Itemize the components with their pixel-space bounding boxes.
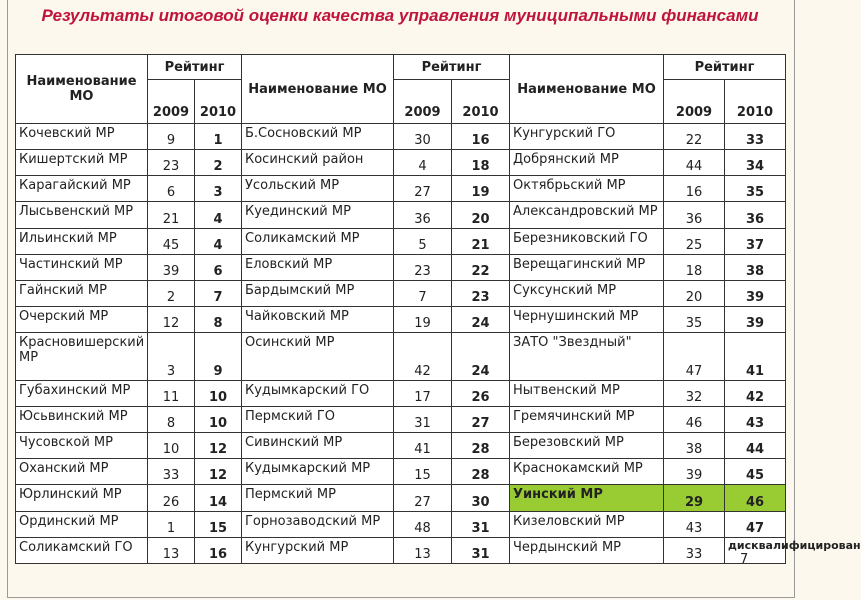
rating-2009-cell: 35: [664, 306, 725, 332]
rating-2009-cell: 18: [664, 254, 725, 280]
header-name-col-3: Наименование МО: [510, 55, 664, 124]
mo-name-cell: Кочевский МР: [16, 124, 148, 150]
rating-2009-cell: 20: [664, 280, 725, 306]
rating-2010-cell: 41: [725, 333, 786, 381]
table-row: [16, 228, 786, 254]
mo-name-cell: Чайковский МР: [242, 306, 394, 332]
header-rating-col-1: Рейтинг: [148, 55, 242, 80]
rating-2009-cell: 30: [394, 124, 452, 150]
rating-2009-cell: 48: [394, 511, 452, 537]
rating-2010-cell: 12: [195, 433, 242, 459]
header-rating-col-2: Рейтинг: [394, 55, 510, 80]
rating-2010-cell: 1: [195, 124, 242, 150]
rating-2010-cell: 15: [195, 511, 242, 537]
rating-2010-cell: 22: [452, 254, 510, 280]
rating-2010-cell: 23: [452, 280, 510, 306]
rating-2009-cell: 2: [148, 280, 195, 306]
rating-2010-cell: 34: [725, 150, 786, 176]
mo-name-cell: Александровский МР: [510, 202, 664, 228]
mo-name-cell: Красновишерский МР: [16, 333, 148, 381]
header-name-col-1: Наименование МО: [16, 55, 148, 124]
rating-2009-cell: 33: [664, 537, 725, 563]
table-row: [16, 537, 786, 563]
rating-2009-cell: 19: [394, 306, 452, 332]
mo-name-cell: ЗАТО "Звездный": [510, 333, 664, 381]
rating-2010-cell: 16: [452, 124, 510, 150]
rating-2010-cell: 6: [195, 254, 242, 280]
rating-2010-cell: 12: [195, 459, 242, 485]
rating-2009-cell: 26: [148, 485, 195, 511]
rating-2010-cell: 28: [452, 459, 510, 485]
table-row: [16, 380, 786, 406]
mo-name-cell: Уинский МР: [510, 485, 664, 511]
rating-2009-cell: 44: [664, 150, 725, 176]
table-row: [16, 459, 786, 485]
rating-table: [15, 54, 861, 564]
mo-name-cell: Пермский ГО: [242, 407, 394, 433]
table-row: [16, 202, 786, 228]
rating-2010-cell: 31: [452, 537, 510, 563]
rating-2010-cell: 21: [452, 228, 510, 254]
rating-2009-cell: 36: [664, 202, 725, 228]
header-rating-col-3: Рейтинг: [664, 55, 786, 80]
rating-2010-cell: 27: [452, 407, 510, 433]
rating-2010-cell: 31: [452, 511, 510, 537]
rating-2010-cell: 24: [452, 333, 510, 381]
table-row: [16, 485, 786, 511]
rating-2010-cell: 18: [452, 150, 510, 176]
rating-2010-cell: 7: [195, 280, 242, 306]
rating-2009-cell: 8: [148, 407, 195, 433]
rating-2009-cell: 10: [148, 433, 195, 459]
rating-2010-cell: 43: [725, 407, 786, 433]
mo-name-cell: Кудымкарский МР: [242, 459, 394, 485]
mo-name-cell: Верещагинский МР: [510, 254, 664, 280]
mo-name-cell: Краснокамский МР: [510, 459, 664, 485]
table-row: [16, 150, 786, 176]
mo-name-cell: Чернушинский МР: [510, 306, 664, 332]
rating-2009-cell: 38: [664, 433, 725, 459]
mo-name-cell: Очерский МР: [16, 306, 148, 332]
table-row: [16, 124, 786, 150]
rating-2009-cell: 17: [394, 380, 452, 406]
header-name-col-2: Наименование МО: [242, 55, 394, 124]
mo-name-cell: Чердынский МР: [510, 537, 664, 563]
mo-name-cell: Оханский МР: [16, 459, 148, 485]
mo-name-cell: Соликамский МР: [242, 228, 394, 254]
mo-name-cell: Кишертский МР: [16, 150, 148, 176]
mo-name-cell: Чусовской МР: [16, 433, 148, 459]
mo-name-cell: Соликамский ГО: [16, 537, 148, 563]
rating-2010-cell: 28: [452, 433, 510, 459]
rating-2009-cell: 13: [148, 537, 195, 563]
rating-2009-cell: 45: [148, 228, 195, 254]
rating-2010-cell: 10: [195, 407, 242, 433]
rating-2009-cell: 23: [148, 150, 195, 176]
mo-name-cell: Бардымский МР: [242, 280, 394, 306]
rating-2009-cell: 3: [148, 333, 195, 381]
mo-name-cell: Куединский МР: [242, 202, 394, 228]
rating-2010-cell: 4: [195, 228, 242, 254]
mo-name-cell: Юрлинский МР: [16, 485, 148, 511]
rating-2010-cell: 39: [725, 280, 786, 306]
rating-2009-cell: 47: [664, 333, 725, 381]
rating-2009-cell: 27: [394, 176, 452, 202]
mo-name-cell: Березовский МР: [510, 433, 664, 459]
mo-name-cell: Еловский МР: [242, 254, 394, 280]
rating-2009-cell: 22: [664, 124, 725, 150]
header-year-2009: 2009: [148, 80, 195, 124]
rating-2010-cell: 33: [725, 124, 786, 150]
mo-name-cell: Б.Сосновский МР: [242, 124, 394, 150]
rating-2009-cell: 27: [394, 485, 452, 511]
mo-name-cell: Кунгурский ГО: [510, 124, 664, 150]
table-row: [16, 280, 786, 306]
header-year-2009: 2009: [664, 80, 725, 124]
rating-2009-cell: 5: [394, 228, 452, 254]
rating-2009-cell: 13: [394, 537, 452, 563]
rating-2009-cell: 32: [664, 380, 725, 406]
mo-name-cell: Гремячинский МР: [510, 407, 664, 433]
mo-name-cell: Кизеловский МР: [510, 511, 664, 537]
mo-name-cell: Добрянский МР: [510, 150, 664, 176]
mo-name-cell: Кунгурский МР: [242, 537, 394, 563]
rating-2010-cell: 24: [452, 306, 510, 332]
header-year-2010: 2010: [195, 80, 242, 124]
rating-2009-cell: 6: [148, 176, 195, 202]
mo-name-cell: Частинский МР: [16, 254, 148, 280]
mo-name-cell: Осинский МР: [242, 333, 394, 381]
mo-name-cell: Лысьвенский МР: [16, 202, 148, 228]
page-title: Результаты итоговой оценки качества управления муниципальными финансами: [41, 6, 759, 25]
rating-2009-cell: 43: [664, 511, 725, 537]
mo-name-cell: Гайнский МР: [16, 280, 148, 306]
rating-2009-cell: 46: [664, 407, 725, 433]
rating-2010-cell: 30: [452, 485, 510, 511]
table-row: [16, 407, 786, 433]
rating-2010-cell: 38: [725, 254, 786, 280]
mo-name-cell: Кудымкарский ГО: [242, 380, 394, 406]
rating-2010-cell: 26: [452, 380, 510, 406]
rating-2010-cell: 8: [195, 306, 242, 332]
rating-2010-cell: 20: [452, 202, 510, 228]
rating-2009-cell: 1: [148, 511, 195, 537]
header-year-2010: 2010: [452, 80, 510, 124]
rating-2009-cell: 12: [148, 306, 195, 332]
rating-2010-cell: 46: [725, 485, 786, 511]
rating-2009-cell: 39: [148, 254, 195, 280]
table-row: [16, 306, 786, 332]
header-year-2009: 2009: [394, 80, 452, 124]
rating-2009-cell: 11: [148, 380, 195, 406]
rating-2010-cell: 4: [195, 202, 242, 228]
rating-2009-cell: 9: [148, 124, 195, 150]
mo-name-cell: Горнозаводский МР: [242, 511, 394, 537]
mo-name-cell: Суксунский МР: [510, 280, 664, 306]
rating-2010-cell: 10: [195, 380, 242, 406]
mo-name-cell: Березниковский ГО: [510, 228, 664, 254]
rating-2009-cell: 15: [394, 459, 452, 485]
rating-2010-cell: 45: [725, 459, 786, 485]
rating-2009-cell: 23: [394, 254, 452, 280]
rating-2010-cell: 37: [725, 228, 786, 254]
rating-2009-cell: 4: [394, 150, 452, 176]
page-number: 7: [740, 552, 749, 567]
rating-2009-cell: 16: [664, 176, 725, 202]
rating-2010-cell: 3: [195, 176, 242, 202]
rating-2009-cell: 42: [394, 333, 452, 381]
rating-2010-cell: 16: [195, 537, 242, 563]
rating-2009-cell: 31: [394, 407, 452, 433]
mo-name-cell: Губахинский МР: [16, 380, 148, 406]
mo-name-cell: Карагайский МР: [16, 176, 148, 202]
rating-2009-cell: 29: [664, 485, 725, 511]
rating-2010-cell: 9: [195, 333, 242, 381]
mo-name-cell: Юсьвинский МР: [16, 407, 148, 433]
mo-name-cell: Усольский МР: [242, 176, 394, 202]
header-year-2010: 2010: [725, 80, 786, 124]
rating-2010-cell: 47: [725, 511, 786, 537]
rating-2010-cell: 2: [195, 150, 242, 176]
table-row: [16, 176, 786, 202]
mo-name-cell: Нытвенский МР: [510, 380, 664, 406]
rating-2010-cell: 39: [725, 306, 786, 332]
rating-2010-cell: 44: [725, 433, 786, 459]
table-row: [16, 254, 786, 280]
table-row: [16, 511, 786, 537]
mo-name-cell: Пермский МР: [242, 485, 394, 511]
rating-2009-cell: 21: [148, 202, 195, 228]
rating-2010-cell: 42: [725, 380, 786, 406]
rating-2010-cell: дисквалифицирован: [725, 537, 786, 563]
rating-2009-cell: 33: [148, 459, 195, 485]
rating-2009-cell: 41: [394, 433, 452, 459]
rating-2010-cell: 14: [195, 485, 242, 511]
rating-2010-cell: 19: [452, 176, 510, 202]
rating-2009-cell: 25: [664, 228, 725, 254]
rating-2009-cell: 36: [394, 202, 452, 228]
mo-name-cell: Октябрьский МР: [510, 176, 664, 202]
table-row: [16, 433, 786, 459]
rating-2010-cell: 35: [725, 176, 786, 202]
mo-name-cell: Косинский район: [242, 150, 394, 176]
rating-2009-cell: 7: [394, 280, 452, 306]
rating-2009-cell: 39: [664, 459, 725, 485]
rating-2010-cell: 36: [725, 202, 786, 228]
mo-name-cell: Ильинский МР: [16, 228, 148, 254]
table-row: [16, 333, 786, 381]
mo-name-cell: Сивинский МР: [242, 433, 394, 459]
mo-name-cell: Ординский МР: [16, 511, 148, 537]
